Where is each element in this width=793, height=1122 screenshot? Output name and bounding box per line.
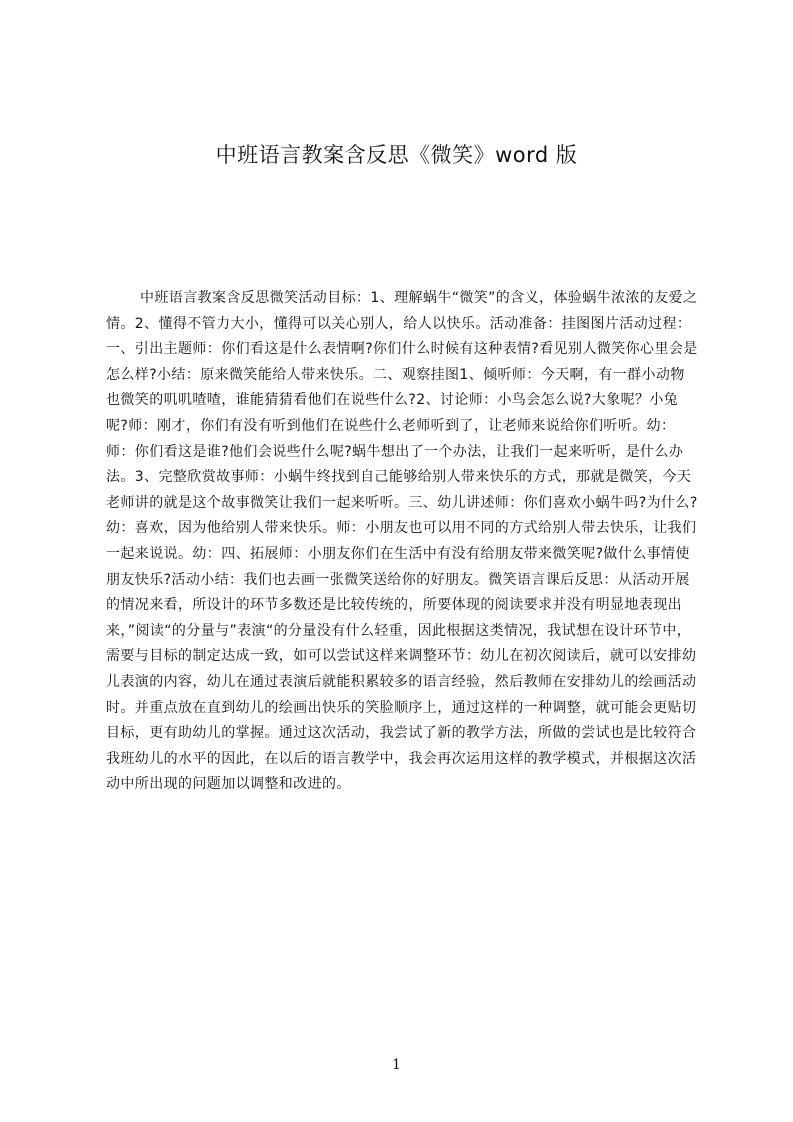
page-number: 1 — [392, 1057, 401, 1073]
document-title: 中班语言教案含反思《微笑》word 版 — [215, 143, 578, 167]
document-body-paragraph: 中班语言教案含反思微笑活动目标：1、理解蜗牛“微笑”的含义，体验蜗牛浓浓的友爱之情。2、懂得不管力大小，懂得可以关心别人，给人以快乐。活动准备：挂图图片活动过程：一、引出主题师：你们看这是什么表情啊?你们什么时候有这种表情?看见别人微笑你心里会是怎么样?小结：原来微笑能给人带来快乐。二、观察挂图1、倾听师：今天啊，有一群小动物也微笑的叽叽喳喳，谁能猜猜看他们在说些什么?2、讨论师：小鸟会怎么说?大象呢？小兔呢?师：刚才，你们有没有听到他们在说些什么老师听到了，让老师来说给你们听听。幼：师：你们看这是谁?他们会说些什么呢?蜗牛想出了一个办法，让我们一起来听听，是什么办法。3、完整欣赏故事师：小蜗牛终找到自己能够给别人带来快乐的方式，那就是微笑，今天老师讲的就是这个故事微笑让我们一起来听听。三、幼儿讲述师：你们喜欢小蜗牛吗?为什么?幼：喜欢，因为他给别人带来快乐。师：小朋友也可以用不同的方式给别人带去快乐，让我们一起来说说。幼：四、拓展师：小朋友你们在生活中有没有给朋友带来微笑呢?做什么事情使朋友快乐?活动小结：我们也去画一张微笑送给你的好朋友。微笑语言课后反思：从活动开展的情况来看，所设计的环节多数还是比较传统的，所要体现的阅读要求并没有明显地表现出来，”阅读“的分量与”表演“的分量没有什么轻重，因此根据这类情况，我试想在设计环节中，需要与目标的制定达成一致，如可以尝试这样来调整环节：幼儿在初次阅读后，就可以安排幼儿表演的内容，幼儿在通过表演后就能积累较多的语言经验，然后教师在安排幼儿的绘画活动时。并重点放在直到幼儿的绘画出快乐的笑脸顺序上，通过这样的一种调整，就可能会更贴切目标，更有助幼儿的掌握。通过这次活动，我尝试了新的教学方法，所做的尝试也是比较符合我班幼儿的水平的因此，在以后的语言教学中，我会再次运用这样的教学模式，并根据这次活动中所出现的问题加以调整和改进的。 — [106, 290, 698, 793]
